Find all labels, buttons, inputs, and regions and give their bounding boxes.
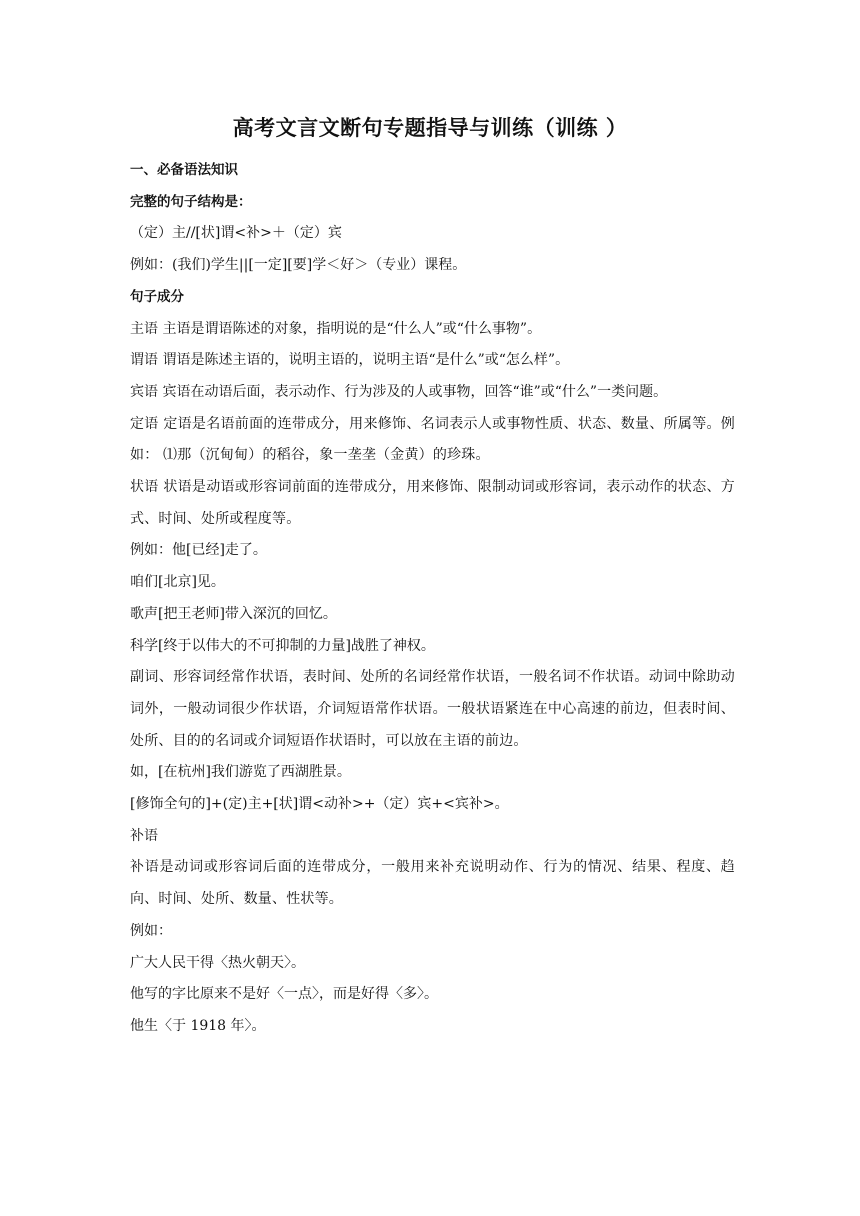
adverbial-example-location: 如，[在杭州]我们游览了西湖胜景。	[130, 764, 351, 781]
structure-heading: 完整的句子结构是：	[130, 193, 252, 210]
object-definition: 宾语 宾语在动语后面，表示动作、行为涉及的人或事物，回答“谁”或“什么”一类问题。	[130, 383, 668, 400]
adverbial-example: 歌声[把王老师]带入深沉的回忆。	[130, 605, 337, 622]
predicate-definition: 谓语 谓语是陈述主语的，说明主语的，说明主语“是什么”或“怎么样”。	[130, 352, 570, 369]
structure-formula: （定）主//[状]谓<补>＋（定）宾	[130, 225, 342, 242]
complement-example: 他写的字比原来不是好〈一点〉，而是好得〈多〉。	[130, 986, 438, 1003]
complement-example: 广大人民干得〈热火朝天〉。	[130, 954, 305, 971]
components-heading: 句子成分	[130, 288, 184, 305]
structure-example: 例如：(我们)学生||[一定][要]学＜好＞（专业）课程。	[130, 257, 467, 274]
subject-definition: 主语 主语是谓语陈述的对象，指明说的是“什么人”或“什么事物”。	[130, 320, 542, 337]
complement-heading: 补语	[130, 827, 158, 844]
full-formula: [修饰全句的]+(定)主+[状]谓<动补>+（定）宾+<宾补>。	[130, 796, 509, 813]
adverbial-example: 咱们[北京]见。	[130, 574, 225, 591]
attributive-definition: 定语 定语是名语前面的连带成分，用来修饰、名词表示人或事物性质、状态、数量、所属等。例如： ⑴那（沉甸甸）的稻谷，象一垄垄（金黄）的珍珠。	[130, 415, 735, 464]
section-heading: 一、必备语法知识	[130, 162, 238, 178]
document-body	[130, 155, 735, 1043]
complement-example: 例如：	[130, 922, 172, 939]
adverbial-example: 科学[终于以伟大的不可抑制的力量]战胜了神权。	[130, 637, 435, 654]
document-title: 高考文言文断句专题指导与训练（训练 ）	[232, 116, 628, 140]
complement-definition: 补语是动词或形容词后面的连带成分，一般用来补充说明动作、行为的情况、结果、程度、趋向、时间、处所、数量、性状等。	[130, 859, 735, 908]
adverbial-note: 副词、形容词经常作状语，表时间、处所的名词经常作状语，一般名词不作状语。动词中除助动词外，一般动词很少作状语，介词短语常作状语。一般状语紧连在中心高速的前边，但表时间、处所、目的的名词或介词短语作状语时，可以放在主语的前边。	[130, 669, 735, 749]
adverbial-definition: 状语 状语是动语或形容词前面的连带成分，用来修饰、限制动词或形容词，表示动作的状态、方式、时间、处所或程度等。	[130, 479, 735, 527]
complement-example: 他生〈于 1918 年〉。	[130, 1017, 266, 1034]
adverbial-example: 例如：他[已经]走了。	[130, 542, 267, 559]
